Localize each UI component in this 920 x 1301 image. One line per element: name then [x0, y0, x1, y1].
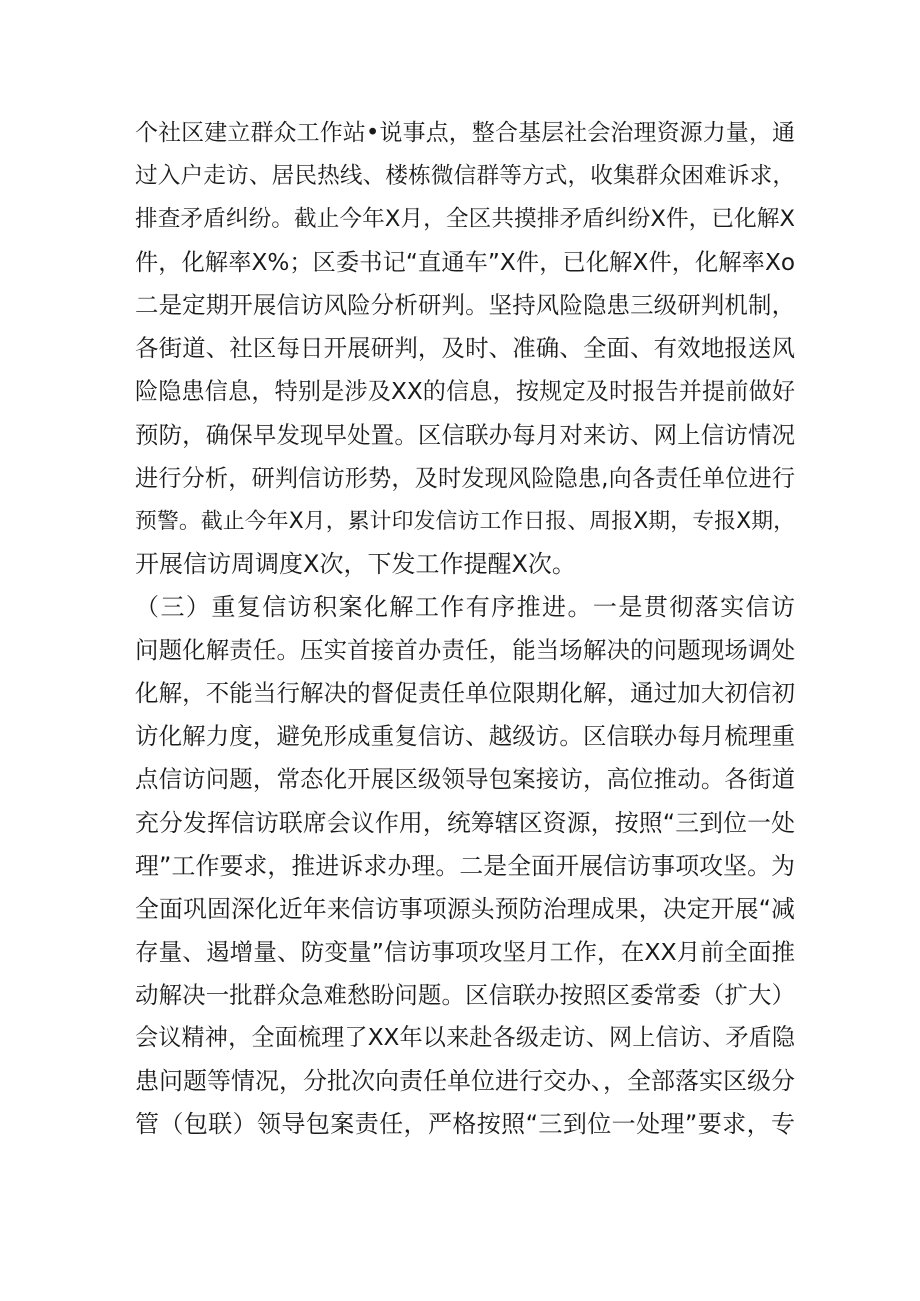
- text-line: 件，化解率X%；区委书记“直通车”X件，已化解X件，化解率Xo: [135, 249, 795, 277]
- text-line: 排查矛盾纠纷。截止今年X月，全区共摸排矛盾纠纷X件，已化解X: [135, 206, 795, 233]
- text-line: 开展信访周调度X次，下发工作提醒X次。: [135, 549, 576, 578]
- text-line: 预警。截止今年X月，累计印发信访工作日报、周报X期，专报X期，: [135, 508, 795, 534]
- text-line: 二是定期开展信访风险分析研判。坚持风险隐患三级研判机制，: [135, 291, 795, 320]
- text-line: 过入户走访、居民热线、楼栋微信群等方式，收集群众困难诉求，: [135, 163, 795, 190]
- text-line: 理”工作要求，推进诉求办理。二是全面开展信访事项攻坚。为: [135, 851, 795, 880]
- text-line: 充分发挥信访联席会议作用，统筹辖区资源，按照“三到位一处: [135, 808, 795, 837]
- text-line: 患问题等情况，分批次向责任单位进行交办、，全部落实区级分: [135, 1067, 795, 1096]
- body-text: [135, 112, 795, 1146]
- text-line: 动解决一批群众急难愁盼问题。区信联办按照区委常委（扩大）: [135, 980, 795, 1009]
- text-line: 险隐患信息，特别是涉及XX的信息，按规定及时报告并提前做好: [135, 378, 795, 405]
- text-line: 全面巩固深化近年来信访事项源头预防治理成果，决定开展“减: [135, 894, 795, 923]
- text-line: 访化解力度，避免形成重复信访、越级访。区信联办每月梳理重: [135, 722, 795, 751]
- text-line: 会议精神，全面梳理了XX年以来赴各级走访、网上信访、矛盾隐: [135, 1024, 795, 1051]
- text-line: 管（包联）领导包案责任，严格按照“三到位一处理”要求，专: [135, 1110, 795, 1139]
- text-line: 存量、遏增量、防变量”信访事项攻坚月工作，在XX月前全面推: [135, 937, 795, 966]
- text-line: 进行分析，研判信访形势，及时发现风险隐患,向各责任单位进行: [135, 464, 795, 492]
- text-line: 化解，不能当行解决的督促责任单位限期化解，通过加大初信初: [135, 679, 795, 708]
- text-line: 预防，确保早发现早处置。区信联办每月对来访、网上信访情况: [135, 420, 795, 449]
- text-line: 问题化解责任。压实首接首办责任，能当场解决的问题现场调处: [135, 636, 795, 665]
- text-line: 各街道、社区每日开展研判，及时、准确、全面、有效地报送风: [135, 334, 795, 363]
- text-line: 点信访问题，常态化开展区级领导包案接访，高位推动。各街道: [135, 765, 795, 794]
- text-line: 个社区建立群众工作站•说事点，整合基层社会治理资源力量，通: [135, 120, 795, 146]
- text-line: （三）重复信访积案化解工作有序推进。一是贯彻落实信访: [135, 593, 795, 622]
